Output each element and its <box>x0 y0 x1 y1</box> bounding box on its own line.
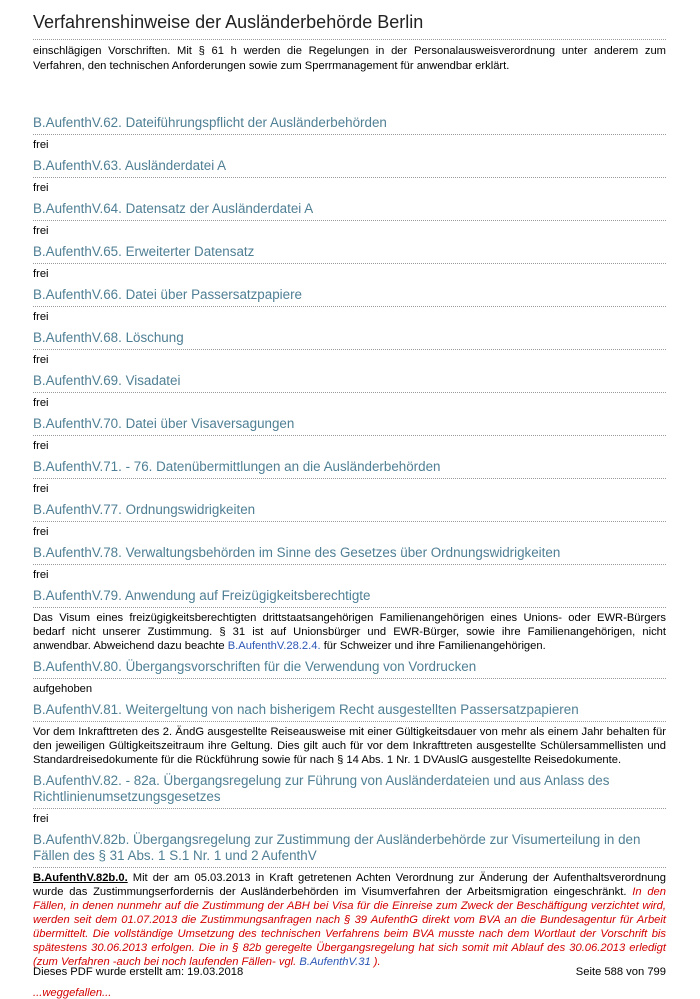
section-title: B.AufenthV.64. Datensatz der Ausländerdatei A <box>33 201 666 221</box>
section-title: B.AufenthV.63. Ausländerdatei A <box>33 158 666 178</box>
cross-reference-link[interactable]: B.AufenthV.31 <box>299 956 371 968</box>
intro-paragraph: einschlägigen Vorschriften. Mit § 61 h werden die Regelungen in der Personalausweisverordnung unter anderem zum Verfahren, den technischen Anforderungen sowie zum Sperrmanagement für anwendbar erklärt. <box>33 45 666 72</box>
section-body: frei <box>33 225 49 237</box>
section-title: B.AufenthV.70. Datei über Visaversagungen <box>33 416 666 436</box>
section-item <box>33 115 666 152</box>
section-title: B.AufenthV.81. Weitergeltung von nach bisherigem Recht ausgestellten Passersatzpapieren <box>33 702 666 722</box>
weggefallen-note: ...weggefallen... <box>33 987 112 999</box>
section-text: Das Visum eines freizügigkeitsberechtigten drittstaatsangehörigen Familienangehörigen eines Unions- oder EWR-Bürgers bedarf nicht unserer Zustimmung. § 31 ist auf Unionsbürger und EWR-Bürger, sowie ihre Familienangehörigen, nicht anwendbar. Abweichend dazu beachte <box>33 612 666 652</box>
section-title: B.AufenthV.68. Löschung <box>33 330 666 350</box>
section-body: frei <box>33 569 49 581</box>
section-title: B.AufenthV.79. Anwendung auf Freizügigkeitsberechtigte <box>33 588 666 608</box>
section-82 <box>33 773 666 826</box>
section-item <box>33 502 666 539</box>
section-title: B.AufenthV.65. Erweiterter Datensatz <box>33 244 666 264</box>
document-content <box>33 44 666 999</box>
section-title: B.AufenthV.82b. Übergangsregelung zur Zustimmung der Ausländerbehörde zur Visumerteilung in den Fällen des § 31 Abs. 1 S.1 Nr. 1 und 2 AufenthV <box>33 832 666 868</box>
cross-reference-link[interactable]: B.AufenthV.28.2.4. <box>227 640 321 652</box>
section-title: B.AufenthV.66. Datei über Passersatzpapiere <box>33 287 666 307</box>
section-item <box>33 545 666 582</box>
section-body: frei <box>33 268 49 280</box>
section-body: aufgehoben <box>33 683 93 695</box>
section-body: frei <box>33 813 49 825</box>
section-item <box>33 330 666 367</box>
section-item <box>33 459 666 496</box>
page-number: Seite 588 von 799 <box>575 966 666 978</box>
section-body: frei <box>33 311 49 323</box>
section-item <box>33 373 666 410</box>
section-title: B.AufenthV.77. Ordnungswidrigkeiten <box>33 502 666 522</box>
created-date: Dieses PDF wurde erstellt am: 19.03.2018 <box>33 966 244 978</box>
section-title: B.AufenthV.69. Visadatei <box>33 373 666 393</box>
section-body: Vor dem Inkrafttreten des 2. ÄndG ausgestellte Reiseausweise mit einer Gültigkeitsdauer von mehr als einem Jahr behalten für den jeweiligen Gültigkeitszeitraum ihre Geltung. Dies gilt auch für vor dem Inkrafttreten ausgestellte Schülersammellisten und Standardreisedokumente für die Rückführung sowie für nach § 14 Abs. 1 Nr. 1 DVAuslG ausgestellte Reisedokumente. <box>33 726 666 766</box>
section-text: für Schweizer und ihre Familienangehörigen. <box>320 640 546 652</box>
section-item <box>33 158 666 195</box>
section-item <box>33 244 666 281</box>
section-body: frei <box>33 440 49 452</box>
section-81 <box>33 702 666 767</box>
section-body: frei <box>33 483 49 495</box>
highlighted-text: ). <box>370 956 381 968</box>
section-title: B.AufenthV.62. Dateiführungspflicht der Ausländerbehörden <box>33 115 666 135</box>
section-title: B.AufenthV.78. Verwaltungsbehörden im Sinne des Gesetzes über Ordnungswidrigkeiten <box>33 545 666 565</box>
section-82b <box>33 832 666 969</box>
page-header-title: Verfahrenshinweise der Ausländerbehörde Berlin <box>33 12 666 40</box>
section-title: B.AufenthV.80. Übergangsvorschriften für die Verwendung von Vordrucken <box>33 659 666 679</box>
section-title: B.AufenthV.82. - 82a. Übergangsregelung zur Führung von Ausländerdateien und aus Anlass des Richtlinienumsetzungsgesetzes <box>33 773 666 809</box>
section-body: frei <box>33 397 49 409</box>
highlighted-text: In den Fällen, in denen nunmehr auf die Zustimmung der ABH bei Visa für die Einreise zum Zweck der Beschäftigung verzichtet wird, werden seit dem 01.07.2013 die Zustimmungsanfragen nach § 39 AufenthG direkt vom BVA an die Bundesagentur für Arbeit übermittelt. Die vollständige Umsetzung des technischen Verfahrens beim BVA musste nach dem Wortlaut der Vorschrift bis spätestens 30.06.2013 erfolgen. Die in § 82b geregelte Übergangsregelung hat sich somit mit Ablauf des 30.06.2013 erledigt (zum Verfahren -auch bei noch laufenden Fällen- vgl. <box>33 886 666 968</box>
section-body: frei <box>33 139 49 151</box>
simple-sections <box>33 115 666 582</box>
section-item <box>33 201 666 238</box>
section-body <box>33 871 666 969</box>
section-79 <box>33 588 666 653</box>
sections-list <box>33 115 666 999</box>
section-item <box>33 287 666 324</box>
section-body: frei <box>33 526 49 538</box>
section-body: frei <box>33 182 49 194</box>
section-body <box>33 611 666 653</box>
section-title: B.AufenthV.71. - 76. Datenübermittlungen an die Ausländerbehörden <box>33 459 666 479</box>
page-footer <box>33 966 666 978</box>
section-item <box>33 416 666 453</box>
paragraph-reference: B.AufenthV.82b.0. <box>33 872 128 884</box>
section-80 <box>33 659 666 696</box>
section-body: frei <box>33 354 49 366</box>
section-text: Mit der am 05.03.2013 in Kraft getretenen Achten Verordnung zur Änderung der Aufenthaltsverordnung wurde das Zustimmungserfordernis der Ausländerbehörden im Visumverfahren der Arbeitsmigration eingeschränkt. <box>33 872 666 898</box>
